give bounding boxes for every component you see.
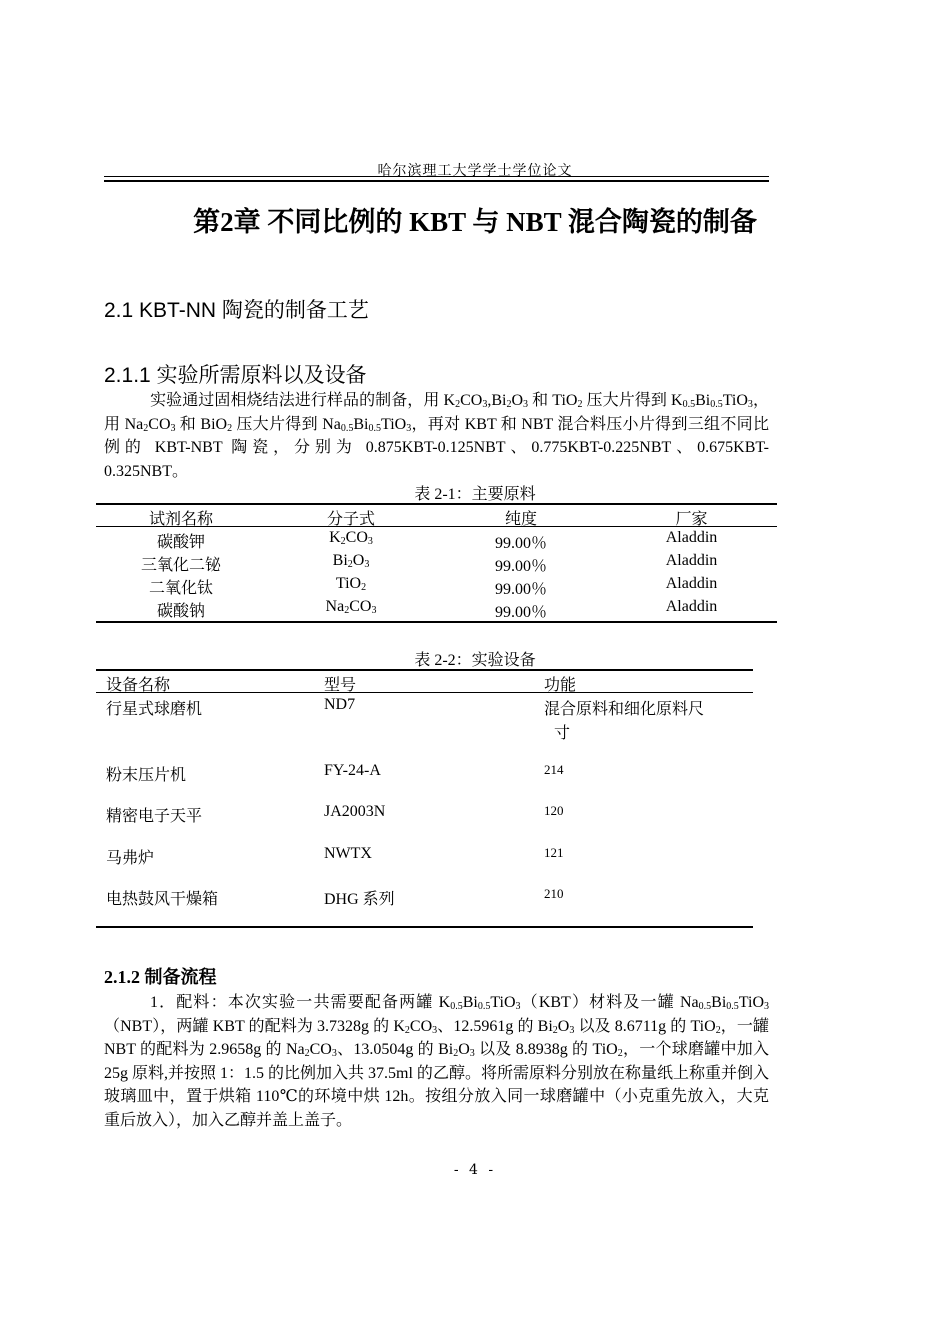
table1-caption: 表 2-1：主要原料 (414, 486, 536, 503)
table2-cell-function: 210 (544, 886, 564, 901)
table1-cell-purity: 99.00％ (494, 535, 547, 552)
running-header: 哈尔滨理工大学学士学位论文 (377, 163, 573, 179)
table2-cell-function: 120 (544, 803, 564, 818)
table1-cell-maker: Aladdin (665, 575, 718, 592)
table2-cell-name: 马弗炉 (106, 850, 155, 867)
table2-cell-name: 粉末压片机 (106, 767, 187, 784)
table1-cell-name: 碳酸钠 (156, 603, 205, 620)
section-heading-2-1-2: 2.1.2 制备流程 (104, 967, 217, 987)
table2-cell-function: 121 (544, 845, 564, 860)
table1-cell-maker: Aladdin (665, 552, 718, 569)
paragraph-preparation: 1．配料：本次实验一共需要配备两罐 $K_{0.5}Bi_{0.5}TiO_3(KBT)$材料及一罐 $Na_{0.5}Bi_{0.5}TiO_3(NBT)$，两罐 KBT 的配料为 3.7328g 的 $K_2CO_3$、12.5961g 的 $Bi_2O_3$ 以及 8.6711g 的 TiO$_2$，一罐 NBT 的配料为 2.9658g 的 $Na_2CO_3$、13.0504g 的 $Bi_2O_3$ 以及 8.8938g 的 TiO$_2$，一个球磨罐中加入 25g 原料,并按照 1：1.5 的比例加入共 37.5ml 的乙醇。将所需原料分别放在称量纸上称重并倒入玻璃皿中，置于烘箱 110℃的环境中烘 12h。按组分放入同一球磨罐中（小克重先放入，大克重后放入），加入乙醇并盖上盖子。 (104, 994, 769, 1129)
table2-cell-model: JA2003N (324, 803, 386, 820)
table2-header-rule (96, 692, 753, 693)
table2-cell-model: DHG 系列 (324, 891, 395, 908)
table1-header-purity: 纯度 (504, 511, 537, 528)
table1-cell-formula: $K_2CO_3$ (329, 529, 373, 547)
table2-cell-model: ND7 (324, 696, 356, 713)
table2-header-function: 功能 (544, 677, 577, 694)
table2-cell-name: 电热鼓风干燥箱 (106, 891, 219, 908)
table1-cell-purity: 99.00％ (494, 581, 547, 598)
section-heading-2-1: 2.1 KBT-NN 陶瓷的制备工艺 (104, 299, 369, 322)
table1-cell-maker: Aladdin (665, 529, 718, 546)
table1-cell-maker: Aladdin (665, 598, 718, 615)
table2-top-rule (96, 669, 753, 671)
table2-header-name: 设备名称 (106, 677, 171, 694)
table2-cell-model: NWTX (324, 845, 372, 862)
table2-header-model: 型号 (324, 677, 357, 694)
table1-cell-purity: 99.00％ (494, 604, 547, 621)
table2-caption: 表 2-2：实验设备 (414, 652, 536, 669)
table2-cell-function: 214 (544, 762, 564, 777)
table2-cell-name: 行星式球磨机 (106, 701, 203, 718)
table1-cell-formula: $Bi_2O_3$ (332, 552, 370, 570)
header-rule-thin (104, 176, 769, 177)
table1-cell-name: 二氧化钛 (148, 580, 213, 597)
table2-cell-name: 精密电子天平 (106, 808, 203, 825)
table2-cell-function: 混合原料和细化原料尺 (544, 701, 705, 718)
table2-bottom-rule (96, 926, 753, 928)
table1-cell-name: 碳酸钾 (156, 534, 205, 551)
header-rule-thick (104, 180, 769, 182)
table2-cell-function-cont: 寸 (554, 725, 571, 742)
page-number: - 4 - (453, 1162, 497, 1178)
chapter-title: 第2章 不同比例的 KBT 与 NBT 混合陶瓷的制备 (193, 207, 757, 237)
section-heading-2-1-1: 2.1.1 实验所需原料以及设备 (104, 364, 367, 387)
table1-header-name: 试剂名称 (148, 511, 213, 528)
table1-top-rule (96, 503, 777, 505)
table1-cell-purity: 99.00％ (494, 558, 547, 575)
table1-cell-formula: $Na_2CO_3$ (325, 598, 377, 616)
table2-cell-model: FY-24-A (324, 762, 381, 779)
table1-cell-name: 三氧化二铋 (140, 557, 221, 574)
table1-cell-formula: TiO$_2$ (335, 575, 367, 593)
table1-header-formula: 分子式 (326, 511, 375, 528)
paragraph-materials: 实验通过固相烧结法进行样品的制备，用 $K_2CO_3,Bi_2O_3$ 和 TiO$_2$ 压大片得到 $K_{0.5}Bi_{0.5}TiO_3$，用 $Na_2CO_3$ 和 BiO$_2$ 压大片得到 $Na_{0.5}Bi_{0.5}TiO_3$，再对 KBT 和 NBT 混合料压小片得到三组不同比例的 KBT-NBT 陶瓷，分别为 0.875KBT-0.125NBT、0.775KBT-0.225NBT、0.675KBT-0.325NBT。 (104, 392, 769, 480)
table1-header-maker: 厂家 (675, 511, 708, 528)
